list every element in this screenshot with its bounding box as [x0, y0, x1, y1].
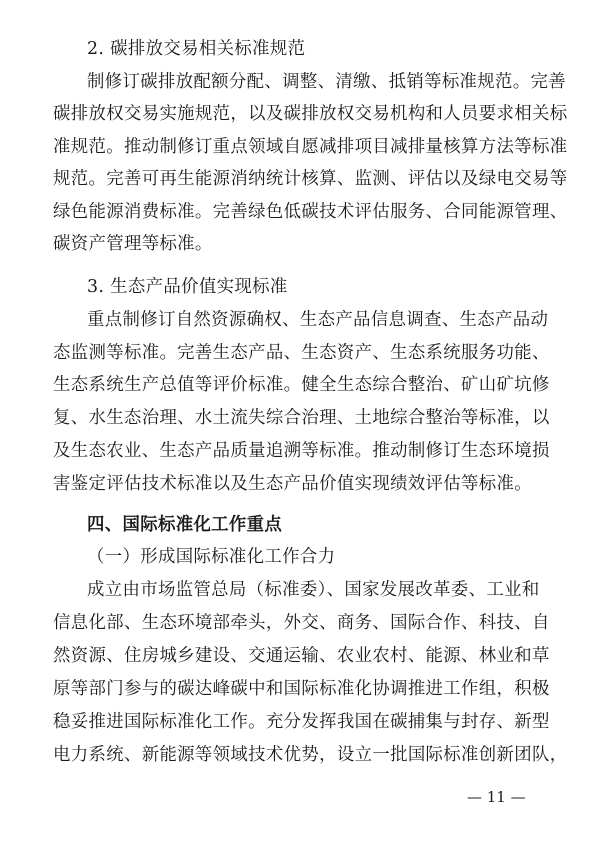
paragraph-line: 绿色能源消费标准。完善绿色低碳技术评估服务、合同能源管理、 — [53, 202, 568, 222]
paragraph-line: 成立由市场监管总局（标准委）、国家发展改革委、工业和 — [87, 580, 540, 600]
paragraph-line: 生态系统生产总值等评价标准。健全生态综合整治、矿山矿坑修 — [53, 375, 550, 395]
paragraph-line: 态监测等标准。完善生态产品、生态资产、生态系统服务功能、 — [53, 343, 550, 363]
section-heading-3: 3. 生态产品价值实现标准 — [87, 277, 288, 297]
paragraph-line: 信息化部、生态环境部牵头，外交、商务、国际合作、科技、自 — [53, 613, 550, 633]
paragraph-line: 制修订碳排放配额分配、调整、清缴、抵销等标准规范。完善 — [87, 72, 566, 92]
paragraph-line: 原等部门参与的碳达峰碳中和国际标准化协调推进工作组，积极 — [53, 679, 550, 699]
paragraph-line: 稳妥推进国际标准化工作。充分发挥我国在碳捕集与封存、新型 — [53, 712, 550, 732]
paragraph-line: 电力系统、新能源等领域技术优势，设立一批国际标准创新团队， — [53, 745, 568, 765]
paragraph-line: 复、水生态治理、水土流失综合治理、土地综合整治等标准，以 — [53, 408, 550, 428]
paragraph-line: 重点制修订自然资源确权、生态产品信息调查、生态产品动 — [87, 310, 549, 330]
subsection-heading: （一）形成国际标准化工作合力 — [87, 547, 336, 567]
paragraph-line: 碳资产管理等标准。 — [53, 234, 213, 254]
paragraph-line: 准规范。推动制修订重点领域自愿减排项目减排量核算方法等标准 — [53, 137, 568, 157]
section-heading-4: 四、国际标准化工作重点 — [87, 515, 283, 535]
page-number: — 11 — — [467, 788, 526, 806]
paragraph-line: 及生态农业、生态产品质量追溯等标准。推动制修订生态环境损 — [53, 441, 550, 461]
paragraph-line: 碳排放权交易实施规范，以及碳排放权交易机构和人员要求相关标 — [53, 104, 568, 124]
paragraph-line: 然资源、住房城乡建设、交通运输、农业农村、能源、林业和草 — [53, 646, 550, 666]
paragraph-line: 规范。完善可再生能源消纳统计核算、监测、评估以及绿电交易等 — [53, 169, 568, 189]
section-heading-2: 2. 碳排放交易相关标准规范 — [87, 39, 306, 59]
paragraph-line: 害鉴定评估技术标准以及生态产品价值实现绩效评估等标准。 — [53, 474, 532, 494]
